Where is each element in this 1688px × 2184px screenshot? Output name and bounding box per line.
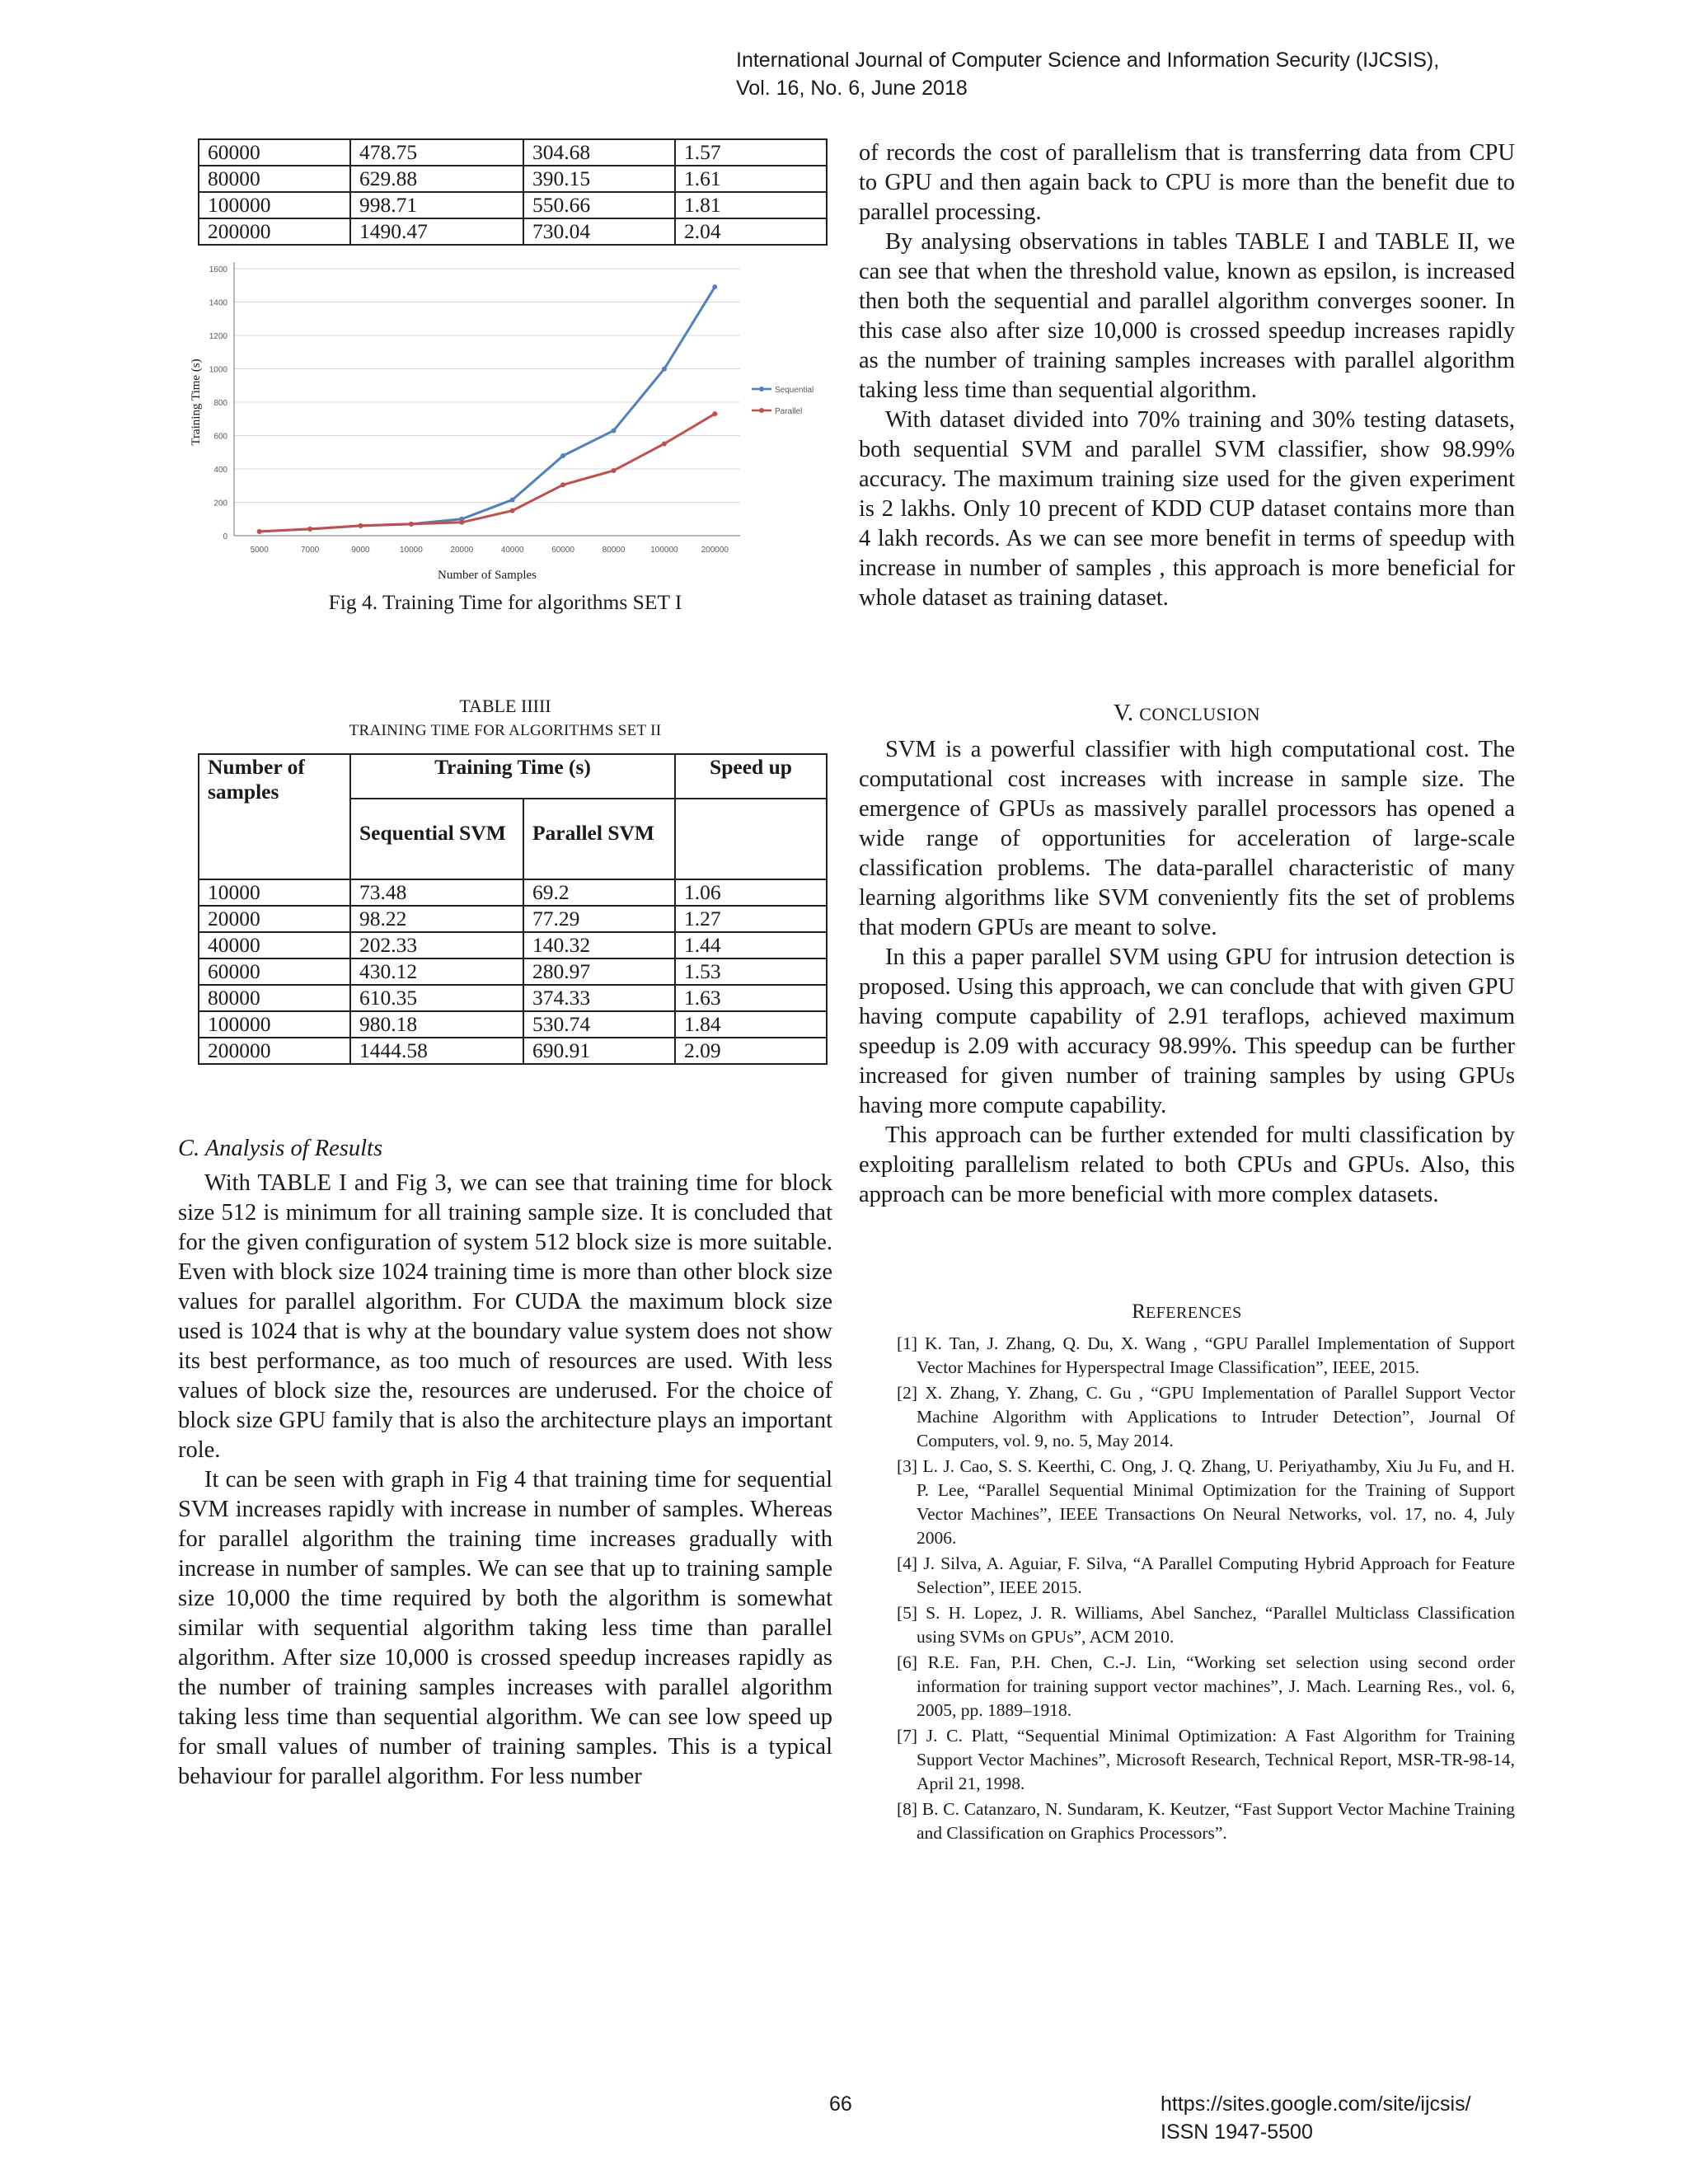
y-tick-label: 200 bbox=[213, 499, 227, 509]
data-point-parallel bbox=[359, 523, 363, 528]
table-top-wrapper bbox=[178, 138, 832, 246]
legend-label-parallel: Parallel bbox=[775, 407, 803, 416]
table-cell: 1.57 bbox=[675, 139, 827, 166]
table-cell: 1.84 bbox=[675, 1011, 827, 1038]
table-cell: 80000 bbox=[199, 166, 350, 192]
x-tick-label: 9000 bbox=[351, 546, 370, 555]
table-cell: 430.12 bbox=[350, 958, 523, 985]
y-tick-label: 0 bbox=[223, 532, 227, 541]
conclusion-body bbox=[859, 735, 1515, 1210]
x-tick-label: 40000 bbox=[500, 546, 524, 555]
table-header-row bbox=[199, 754, 827, 799]
table-cell: 100000 bbox=[199, 192, 350, 218]
table-top bbox=[198, 138, 828, 246]
fig4-caption: Fig 4. Training Time for algorithms SET I bbox=[328, 590, 682, 614]
references-heading-rest: EFERENCES bbox=[1145, 1304, 1242, 1322]
table-cell: 390.15 bbox=[523, 166, 675, 192]
x-tick-label: 7000 bbox=[300, 546, 320, 555]
table-cell: 730.04 bbox=[523, 218, 675, 245]
reference-item: [7] J. C. Platt, “Sequential Minimal Optimization: A Fast Algorithm for Training Support Vector Machines”, Microsoft Research, Technical Report, MSR-TR-98-14, April 21, 1998. bbox=[897, 1726, 1515, 1793]
table-cell: 40000 bbox=[199, 932, 350, 958]
section-heading-conclusion bbox=[859, 701, 1515, 727]
legend-label-sequential: Sequential bbox=[775, 386, 814, 395]
table-cell: 1.61 bbox=[675, 166, 827, 192]
x-tick-label: 200000 bbox=[701, 546, 729, 555]
y-tick-label: 1200 bbox=[209, 332, 227, 341]
table-cell: 202.33 bbox=[350, 932, 523, 958]
data-point-parallel bbox=[510, 509, 515, 513]
legend-marker-sequential bbox=[759, 387, 764, 391]
y-tick-label: 1600 bbox=[209, 265, 227, 274]
series-line-sequential bbox=[260, 287, 715, 532]
reference-item: [8] B. C. Catanzaro, N. Sundaram, K. Keutzer, “Fast Support Vector Machine Training and Classification on Graphics Processors”. bbox=[897, 1799, 1515, 1843]
table-cell: 550.66 bbox=[523, 192, 675, 218]
table-header-speedup: Speed up bbox=[675, 754, 827, 799]
table3 bbox=[198, 753, 828, 1065]
table-cell: 1490.47 bbox=[350, 218, 523, 245]
analysis-paragraph-1: With TABLE I and Fig 3, we can see that training time for block size 512 is minimum for all training sample size. It is concluded that for the given configuration of system 512 block size is more suitable. Even with block size 1024 training time is more than other block size values for parallel algorithm. For CUDA the maximum block size used is 1024 that is why at the boundary value system does not show its best performance, as too much of resources are used. With less values of block size the, resources are underused. For the choice of block size GPU family that is also the architecture plays an important role. bbox=[178, 1170, 832, 1463]
data-point-sequential bbox=[560, 453, 565, 458]
y-tick-label: 1000 bbox=[209, 365, 227, 375]
right-paragraph-2: By analysing observations in tables TABLE I and TABLE II, we can see that when the threshold value, known as epsilon, is increased then both the sequential and parallel algorithm converges sooner. In this case also after size 10,000 is crossed speedup increases rapidly as the number of training samples increases with parallel algorithm taking less time than sequential algorithm. bbox=[859, 229, 1515, 403]
data-point-parallel bbox=[307, 527, 312, 532]
right-paragraph-1: of records the cost of parallelism that is transferring data from CPU to GPU and then again back to CPU is more than the benefit due to parallel processing. bbox=[859, 140, 1515, 225]
table-cell: 374.33 bbox=[523, 985, 675, 1011]
table-cell: 998.71 bbox=[350, 192, 523, 218]
table-header-empty bbox=[675, 799, 827, 879]
footer-url: https://sites.google.com/site/ijcsis/ bbox=[1160, 2093, 1471, 2116]
right-paragraph-3: With dataset divided into 70% training and 30% testing datasets, both sequential SVM and parallel SVM classifier, show 98.99% accuracy. The maximum training size used for the given experiment is 2 lakhs. Only 10 precent of KDD CUP dataset contains more than 4 lakh records. As we can see more benefit in terms of speedup with increase in number of samples , this approach is more beneficial for whole dataset as training dataset. bbox=[859, 407, 1515, 611]
table-cell: 60000 bbox=[199, 958, 350, 985]
table-cell: 98.22 bbox=[350, 906, 523, 932]
table3-subtitle: TRAINING TIME FOR ALGORITHMS SET II bbox=[349, 722, 662, 739]
table-cell: 280.97 bbox=[523, 958, 675, 985]
y-tick-label: 1400 bbox=[209, 298, 227, 308]
conclusion-paragraph-1: SVM is a powerful classifier with high computational cost. The computational cost increases with increase in sample size. The emergence of GPUs as massively parallel processors has opened a wide range of opportunities for acceleration of large-scale classification problems. The data-parallel characteristic of many learning algorithms like SVM conveniently fits the set of problems that modern GPUs are meant to solve. bbox=[859, 737, 1515, 940]
table-row bbox=[199, 218, 827, 245]
table-cell: 100000 bbox=[199, 1011, 350, 1038]
references-heading-initial: R bbox=[1132, 1301, 1146, 1323]
table-cell: 629.88 bbox=[350, 166, 523, 192]
table-row bbox=[199, 166, 827, 192]
table-row bbox=[199, 879, 827, 906]
conclusion-title: CONCLUSION bbox=[1139, 704, 1260, 724]
journal-header bbox=[736, 46, 1439, 102]
x-tick-label: 100000 bbox=[650, 546, 678, 555]
table-row bbox=[199, 1038, 827, 1064]
conclusion-paragraph-3: This approach can be further extended for multi classification by exploiting parallelism related to both CPUs and GPUs. Also, this approach can be more beneficial with more complex datasets. bbox=[859, 1122, 1515, 1207]
page-footer bbox=[0, 2090, 1688, 2156]
data-point-sequential bbox=[612, 428, 617, 433]
fig4-line-chart bbox=[186, 257, 832, 593]
table3-title: TABLE IIIII bbox=[459, 696, 551, 716]
table-row bbox=[199, 139, 827, 166]
table-cell: 80000 bbox=[199, 985, 350, 1011]
data-point-sequential bbox=[712, 284, 717, 289]
legend-marker-parallel bbox=[759, 408, 764, 413]
table3-wrapper bbox=[178, 753, 832, 1065]
data-point-parallel bbox=[712, 411, 717, 416]
x-tick-label: 20000 bbox=[450, 546, 474, 555]
table-row bbox=[199, 985, 827, 1011]
table-cell: 1.06 bbox=[675, 879, 827, 906]
data-point-sequential bbox=[510, 497, 515, 502]
table-cell: 478.75 bbox=[350, 139, 523, 166]
reference-item: [5] S. H. Lopez, J. R. Williams, Abel Sanchez, “Parallel Multiclass Classification using SVMs on GPUs”, ACM 2010. bbox=[897, 1603, 1515, 1647]
table-row bbox=[199, 932, 827, 958]
table-cell: 1.81 bbox=[675, 192, 827, 218]
table-row bbox=[199, 192, 827, 218]
table-cell: 20000 bbox=[199, 906, 350, 932]
table-cell: 1.44 bbox=[675, 932, 827, 958]
table-header-parallel: Parallel SVM bbox=[523, 799, 675, 879]
reference-item: [3] L. J. Cao, S. S. Keerthi, C. Ong, J. Q. Zhang, U. Periyathamby, Xiu Ju Fu, and H. P. Lee, “Parallel Sequential Minimal Optimization for the Training of Support Vector Machines”, IEEE Transactions On Neural Networks, vol. 17, no. 4, July 2006. bbox=[897, 1456, 1515, 1548]
data-point-parallel bbox=[612, 468, 617, 473]
data-point-parallel bbox=[257, 529, 262, 534]
page-number: 66 bbox=[829, 2093, 852, 2116]
reference-item: [4] J. Silva, A. Aguiar, F. Silva, “A Parallel Computing Hybrid Approach for Feature Selection”, IEEE 2015. bbox=[897, 1554, 1515, 1597]
analysis-body bbox=[178, 1169, 832, 1792]
table-cell: 690.91 bbox=[523, 1038, 675, 1064]
table-row bbox=[199, 906, 827, 932]
x-tick-label: 80000 bbox=[602, 546, 626, 555]
table-cell: 1.27 bbox=[675, 906, 827, 932]
data-point-parallel bbox=[560, 482, 565, 487]
table-cell: 73.48 bbox=[350, 879, 523, 906]
data-point-parallel bbox=[409, 522, 414, 527]
conclusion-number: V. bbox=[1114, 701, 1134, 726]
x-axis-title: Number of Samples bbox=[438, 569, 537, 582]
table-cell: 1444.58 bbox=[350, 1038, 523, 1064]
table-cell: 77.29 bbox=[523, 906, 675, 932]
table-row bbox=[199, 958, 827, 985]
table-header-samples: Number of samples bbox=[199, 754, 350, 879]
x-tick-label: 5000 bbox=[250, 546, 269, 555]
x-tick-label: 10000 bbox=[399, 546, 423, 555]
table-cell: 69.2 bbox=[523, 879, 675, 906]
journal-header-line2: Vol. 16, No. 6, June 2018 bbox=[736, 77, 968, 100]
section-heading-analysis: C. Analysis of Results bbox=[178, 1136, 383, 1161]
reference-item: [2] X. Zhang, Y. Zhang, C. Gu , “GPU Implementation of Parallel Support Vector Machine Algorithm with Applications to Intruder Detection”, Journal Of Computers, vol. 9, no. 5, May 2014. bbox=[897, 1383, 1515, 1451]
table-cell: 610.35 bbox=[350, 985, 523, 1011]
y-tick-label: 600 bbox=[213, 432, 227, 442]
references-list bbox=[897, 1332, 1515, 1847]
data-point-sequential bbox=[662, 367, 667, 372]
series-line-parallel bbox=[260, 414, 715, 532]
journal-header-line1: International Journal of Computer Science and Information Security (IJCSIS), bbox=[736, 49, 1440, 72]
footer-issn: ISSN 1947-5500 bbox=[1160, 2121, 1313, 2144]
table-cell: 980.18 bbox=[350, 1011, 523, 1038]
table-cell: 1.53 bbox=[675, 958, 827, 985]
y-axis-title: Training Time (s) bbox=[190, 359, 203, 446]
data-point-parallel bbox=[662, 441, 667, 446]
right-column-body bbox=[859, 138, 1515, 613]
table-cell: 10000 bbox=[199, 879, 350, 906]
table-cell: 2.04 bbox=[675, 218, 827, 245]
data-point-parallel bbox=[459, 520, 464, 525]
table-header-sequential: Sequential SVM bbox=[350, 799, 523, 879]
table-row bbox=[199, 1011, 827, 1038]
table-cell: 200000 bbox=[199, 218, 350, 245]
reference-item: [6] R.E. Fan, P.H. Chen, C.-J. Lin, “Working set selection using second order information for training support vector machines”, J. Mach. Learning Res., vol. 6, 2005, pp. 1889–1918. bbox=[897, 1652, 1515, 1720]
footer-right bbox=[1160, 2090, 1471, 2146]
y-tick-label: 800 bbox=[213, 399, 227, 408]
y-tick-label: 400 bbox=[213, 466, 227, 475]
table-cell: 140.32 bbox=[523, 932, 675, 958]
section-heading-references bbox=[859, 1301, 1515, 1324]
table-cell: 200000 bbox=[199, 1038, 350, 1064]
table-cell: 1.63 bbox=[675, 985, 827, 1011]
table-cell: 60000 bbox=[199, 139, 350, 166]
conclusion-paragraph-2: In this a paper parallel SVM using GPU for intrusion detection is proposed. Using this approach, we can conclude that with given GPU having compute capability of 2.91 teraflops, achieved maximum speedup is 2.09 with accuracy 98.99%. This speedup can be further increased for given number of training samples by using GPUs having more compute capability. bbox=[859, 944, 1515, 1118]
table-cell: 530.74 bbox=[523, 1011, 675, 1038]
table-cell: 304.68 bbox=[523, 139, 675, 166]
reference-item: [1] K. Tan, J. Zhang, Q. Du, X. Wang , “GPU Parallel Implementation of Support Vector Machines for Hyperspectral Image Classification”, IEEE, 2015. bbox=[897, 1333, 1515, 1377]
table-cell: 2.09 bbox=[675, 1038, 827, 1064]
table-header-training-time: Training Time (s) bbox=[350, 754, 675, 799]
x-tick-label: 60000 bbox=[551, 546, 575, 555]
analysis-paragraph-2: It can be seen with graph in Fig 4 that training time for sequential SVM increases rapidly with increase in number of samples. Whereas for parallel algorithm the training time increases gradually with increase in number of samples. We can see that up to training sample size 10,000 the time required by both the algorithm is somewhat similar with sequential algorithm taking less time than parallel algorithm. After size 10,000 is crossed speedup increases rapidly as the number of training samples increases with parallel algorithm taking less time than sequential algorithm. We can see low speed up for small values of number of training samples. This is a typical behaviour for parallel algorithm. For less number bbox=[178, 1467, 832, 1789]
